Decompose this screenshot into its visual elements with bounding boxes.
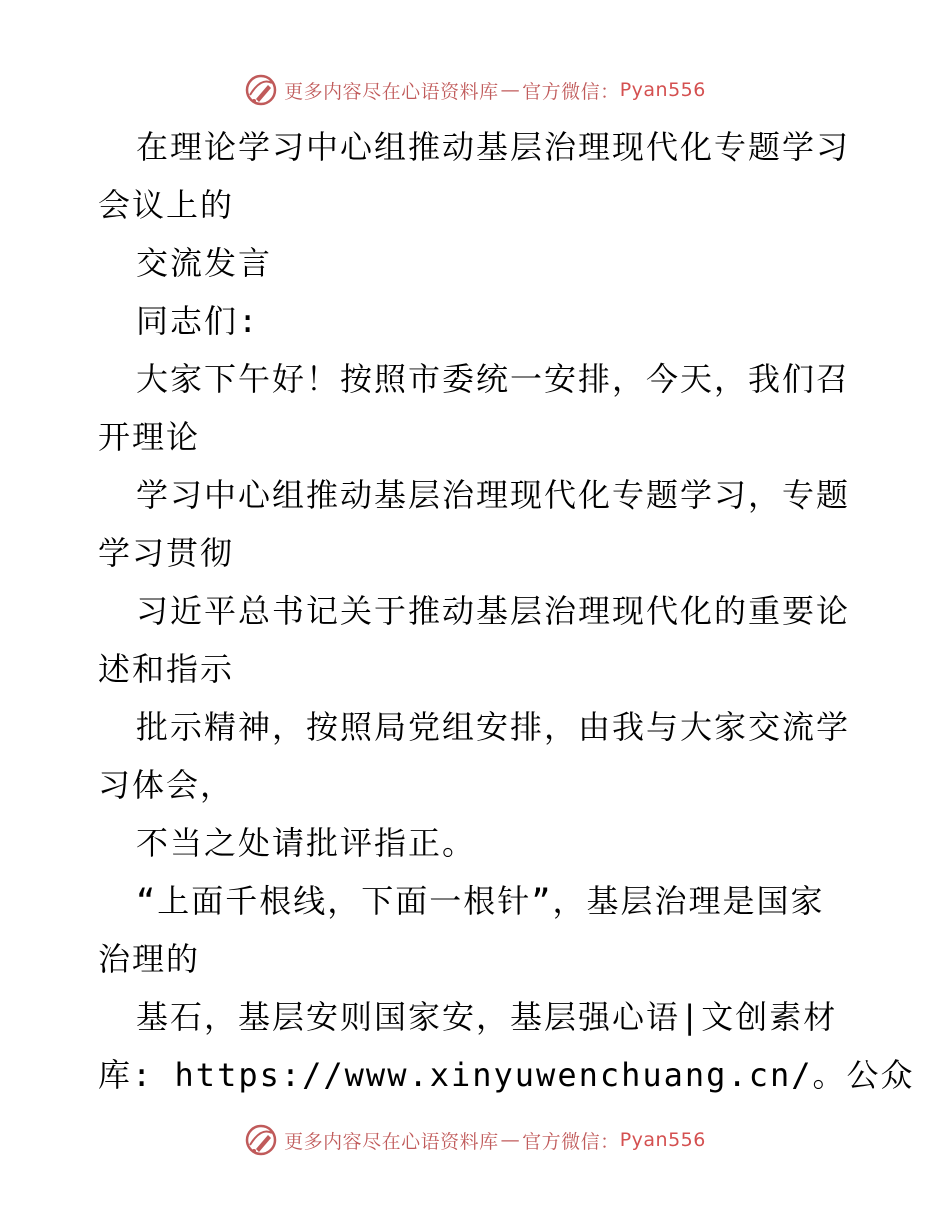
watermark-contact-id: Pyan556 [619,1129,706,1151]
text-line: 治理的 [98,940,201,978]
text-line: 学习贯彻 [98,534,235,572]
text-line: 述和指示 [98,650,235,688]
text-line: 同志们: [136,302,260,340]
text-line: 在理论学习中心组推动基层治理现代化专题学习 [136,128,851,166]
text-line: 会议上的 [98,186,235,224]
watermark-contact-id: Pyan556 [619,79,706,101]
pen-logo-icon [244,73,278,107]
watermark-contact-label: 官方微信： [522,1130,620,1153]
watermark-text: 更多内容尽在心语资料库 [284,80,499,103]
text-line: “上面千根线，下面一根针”，基层治理是国家 [136,882,825,920]
text-line: 大家下午好！按照市委统一安排，今天，我们召 [136,360,851,398]
footer-watermark [0,1120,950,1160]
text-line: 库: https://www.xinyuwenchuang.cn/。公众 [98,1056,915,1094]
text-line: 交流发言 [136,244,273,282]
watermark-contact-label: 官方微信： [522,80,620,103]
text-line: 习体会， [98,766,235,804]
text-line: 学习中心组推动基层治理现代化专题学习，专题 [136,476,851,514]
text-line: 开理论 [98,418,201,456]
text-line: 基石，基层安则国家安，基层强心语|文创素材 [136,998,838,1036]
header-watermark [0,70,950,110]
watermark-text: 更多内容尽在心语资料库 [284,1130,499,1153]
watermark-separator: — [500,79,521,101]
text-line: 不当之处请批评指正。 [136,824,477,862]
text-line: 习近平总书记关于推动基层治理现代化的重要论 [136,592,851,630]
text-line: 批示精神，按照局党组安排，由我与大家交流学 [136,708,851,746]
pen-logo-icon [244,1123,278,1157]
watermark-separator: — [500,1129,521,1151]
document-body [98,118,915,1104]
